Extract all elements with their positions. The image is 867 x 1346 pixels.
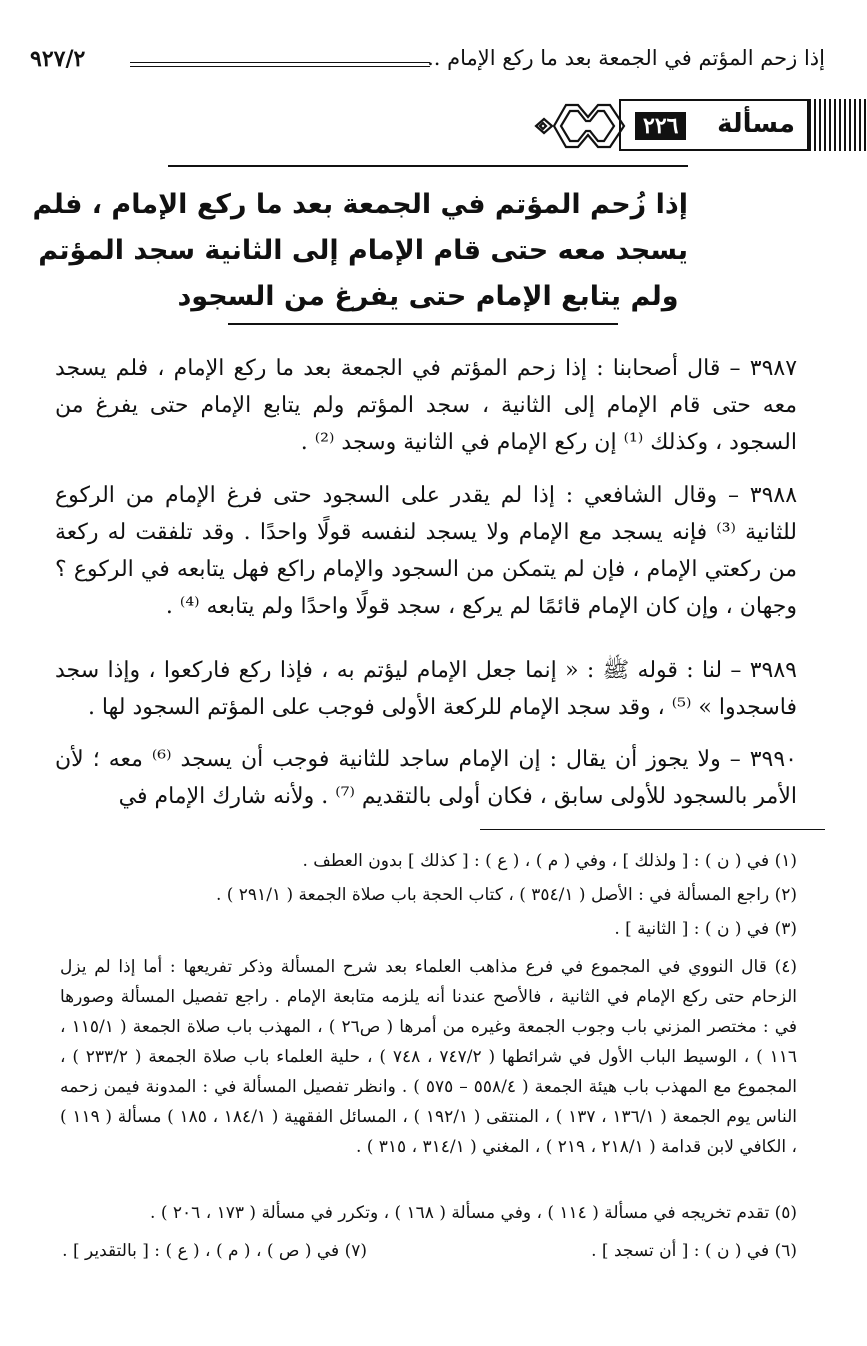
page-reference: ٩٢٧/٢ <box>30 46 86 72</box>
paragraph-number: ٣٩٩٠ <box>749 747 797 772</box>
header-double-rule <box>130 62 430 67</box>
ornament-icon <box>530 95 630 157</box>
footnote-4: (٤) قال النووي في المجموع في فرع مذاهب العلماء بعد شرح المسألة وذكر تفريعها : أما إذا لم يزل الزحام حتى ركع الإمام في الثانية ، فالأصح عندنا أنه يلزمه متابعة الإمام . راجع تفصيل المسألة وصورها في : مختصر المزني باب وجوب الجمعة وغيره من أمرها ( ص٢٦ ) ، المهذب باب صلاة الجمعة ( ١١٥/١ ، ١١٦ ) ، الوسيط الباب الأول في شرائطها ( ٧٤٧/٢ ، ٧٤٨ ) ، حلية العلماء باب صلاة الجمعة ( ٢٣٣/٢ ) ، المجموع مع المهذب باب هيئة الجمعة ( ٥٥٨/٤ – ٥٧٥ ) . وانظر تفصيل المسألة في : المدونة فيمن زحمه الناس يوم الجمعة ( ١٣٦/١ ، ١٣٧ ) ، المنتقى ( ١٩٢/١ ) ، المسائل الفقهية ( ١٨٤/١ ، ١٨٥ ) مسألة ( ١١٩ ) ، الكافي لابن قدامة ( ٢١٨/١ ، ٢١٩ ) ، المغني ( ٣١٤/١ ، ٣١٥ ) . <box>60 957 798 1157</box>
paragraph-3988 <box>55 477 797 625</box>
paragraph-text: – لنا : قوله ﷺ : « إنما جعل الإمام ليؤتم به ، فإذا ركع فاركعوا ، وإذا سجد فاسجدوا » ⁽⁵⁾ ، وقد سجد الإمام للركعة الأولى فوجب على المؤتم السجود لها . <box>55 658 797 720</box>
issue-heading <box>32 165 688 325</box>
paragraph-number: ٣٩٨٨ <box>749 483 798 508</box>
running-header <box>30 46 825 80</box>
paragraph-3990 <box>55 741 797 815</box>
heading-rule-bottom <box>228 323 618 325</box>
heading-rule-top <box>168 165 688 167</box>
issue-label: مسألة <box>717 109 795 139</box>
footnote-1: (١) في ( ن ) : [ ولذلك ] ، وفي ( م ) ، ( ع ) : [ كذلك ] بدون العطف . <box>302 851 797 871</box>
paragraph-text: – وقال الشافعي : إذا لم يقدر على السجود حتى فرغ الإمام من الركوع للثانية ⁽³⁾ فإنه يسجد مع الإمام ولا يسجد لنفسه قولًا واحدًا . وقد تلفقت له ركعة من ركعتي الإمام ، فإن لم يتمكن من السجود والإمام راكع فهل يتابعه في الركوع ؟ وجهان ، وإن كان الإمام قائمًا لم يركع ، سجد قولًا واحدًا ولم يتابعه ⁽⁴⁾ . <box>55 483 797 619</box>
footnote-3: (٣) في ( ن ) : [ الثانية ] . <box>614 919 797 939</box>
paragraph-number: ٣٩٨٩ <box>749 658 797 683</box>
footnote-6: (٦) في ( ن ) : [ أن تسجد ] . <box>591 1241 797 1261</box>
paragraph-text: – قال أصحابنا : إذا زحم المؤتم في الجمعة بعد ما ركع الإمام ، فلم يسجد معه حتى قام الإمام إلى الثانية ، سجد المؤتم ولم يتابع الإمام حتى يفرغ من السجود ، وكذلك ⁽¹⁾ إن ركع الإمام في الثانية وسجد ⁽²⁾ . <box>55 356 797 455</box>
footnote-separator <box>480 829 825 830</box>
footnote-2: (٢) راجع المسألة في : الأصل ( ٣٥٤/١ ) ، كتاب الحجة باب صلاة الجمعة ( ٢٩١/١ ) . <box>215 885 797 905</box>
paragraph-3987 <box>55 350 797 461</box>
banner-bar-pattern <box>809 99 867 151</box>
paragraph-3989 <box>55 652 797 726</box>
running-title: إذا زحم المؤتم في الجمعة بعد ما ركع الإمام .. <box>427 46 825 70</box>
issue-banner <box>0 95 867 157</box>
paragraph-text: – ولا يجوز أن يقال : إن الإمام ساجد للثانية فوجب أن يسجد ⁽⁶⁾ معه ؛ لأن الأمر بالسجود للأولى سابق ، فكان أولى بالتقديم ⁽⁷⁾ . ولأنه شارك الإمام في <box>55 747 797 809</box>
issue-number: ٢٢٦ <box>635 112 686 140</box>
issue-label-box <box>619 99 809 151</box>
heading-line-1: إذا زُحم المؤتم في الجمعة بعد ما ركع الإمام ، فلم <box>32 189 688 220</box>
footnote-7: (٧) في ( ص ) ، ( م ) ، ( ع ) : [ بالتقدير ] . <box>62 1241 367 1261</box>
paragraph-number: ٣٩٨٧ <box>749 356 798 381</box>
heading-line-2: يسجد معه حتى قام الإمام إلى الثانية سجد المؤتم <box>38 235 688 266</box>
footnote-5: (٥) تقدم تخريجه في مسألة ( ١١٤ ) ، وفي مسألة ( ١٦٨ ) ، وتكرر في مسألة ( ١٧٣ ، ٢٠٦ ) . <box>150 1203 797 1223</box>
heading-line-3: ولم يتابع الإمام حتى يفرغ من السجود <box>177 281 679 312</box>
